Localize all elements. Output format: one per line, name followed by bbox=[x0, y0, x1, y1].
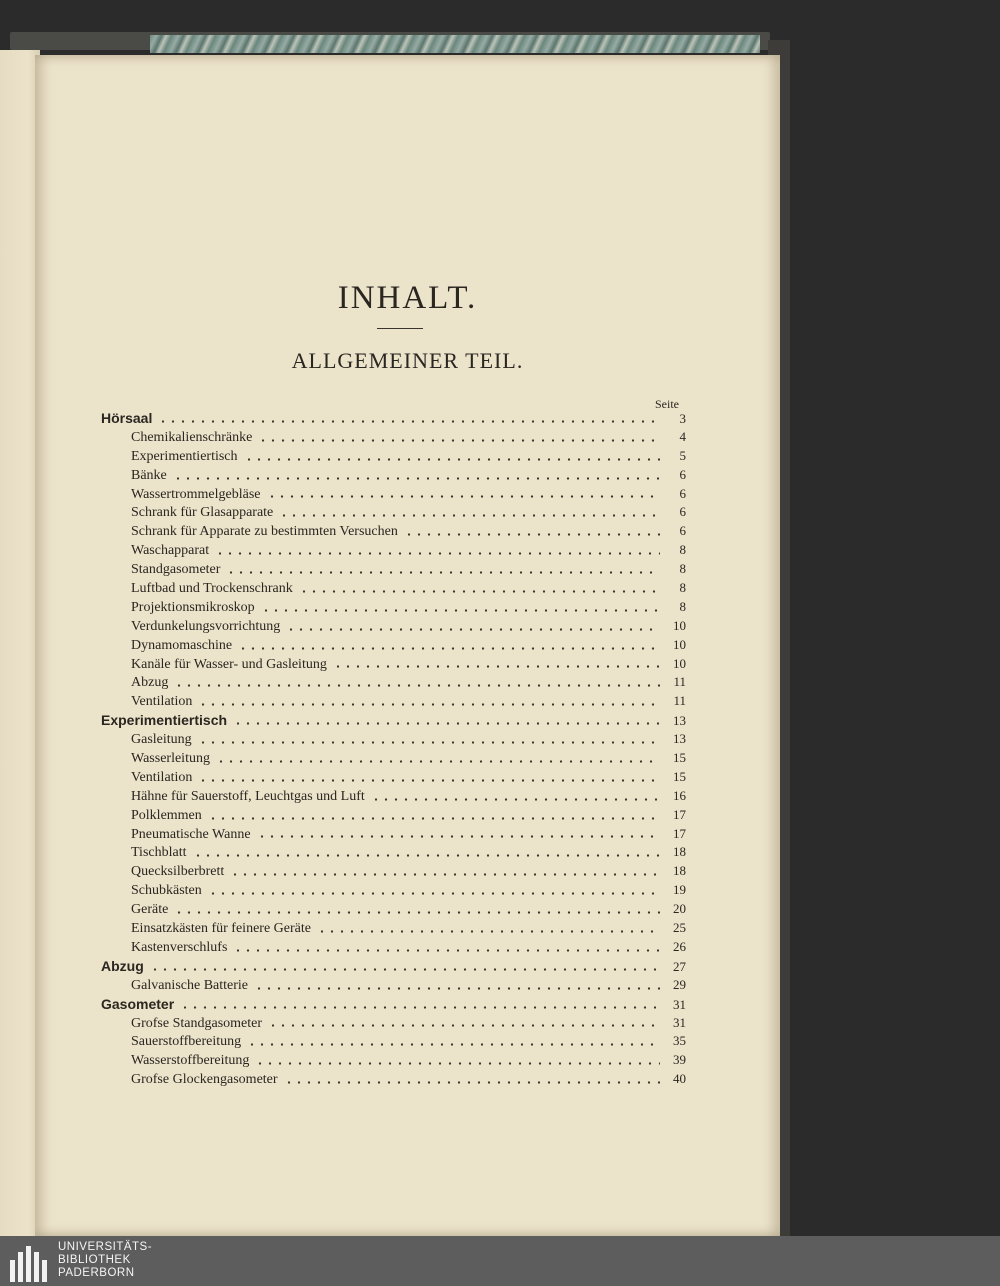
dot-leader bbox=[257, 835, 660, 838]
toc-section-entry bbox=[101, 995, 686, 1014]
toc-page-number: 20 bbox=[673, 901, 686, 917]
toc-page-number: 8 bbox=[679, 542, 686, 558]
dot-leader bbox=[233, 949, 660, 952]
toc-entry-label: Tischblatt bbox=[131, 845, 187, 861]
toc-entry-label: Hörsaal bbox=[101, 410, 153, 426]
toc-entry bbox=[101, 919, 686, 938]
toc-entry bbox=[101, 749, 686, 768]
dot-leader bbox=[255, 1062, 660, 1065]
dot-leader bbox=[193, 854, 661, 857]
dot-leader bbox=[317, 930, 660, 933]
dot-leader bbox=[198, 741, 660, 744]
toc-page-number: 8 bbox=[679, 598, 686, 614]
toc-page-number: 26 bbox=[673, 938, 686, 954]
toc-page-number: 18 bbox=[673, 863, 686, 879]
toc-page-number: 4 bbox=[679, 428, 686, 444]
dot-leader bbox=[371, 798, 660, 801]
toc-entry-label: Abzug bbox=[131, 675, 169, 691]
toc-entry-label: Experimentiertisch bbox=[101, 712, 228, 729]
toc-entry bbox=[101, 636, 686, 655]
toc-entry-label: Chemikalienschränke bbox=[131, 429, 253, 445]
toc-entry bbox=[101, 428, 686, 447]
toc-page-number: 6 bbox=[679, 504, 686, 520]
dot-leader bbox=[150, 968, 660, 971]
toc-entry-label: Hähne für Sauerstoff, Leuchtgas und Luft bbox=[131, 788, 365, 804]
toc-entry-label: Pneumatische Wanne bbox=[131, 826, 251, 842]
toc-entry-label: Einsatzkästen für feinere Geräte bbox=[131, 921, 311, 937]
toc-page-number: 15 bbox=[673, 768, 686, 784]
dot-leader bbox=[208, 892, 660, 895]
dot-leader bbox=[233, 722, 660, 725]
toc-page-number: 40 bbox=[673, 1071, 686, 1087]
toc-page-number: 10 bbox=[673, 636, 686, 652]
toc-entry-label: Standgasometer bbox=[131, 562, 221, 578]
toc-page-number: 8 bbox=[679, 561, 686, 577]
dot-leader bbox=[174, 684, 660, 687]
toc-entry bbox=[101, 673, 686, 692]
toc-page-number: 29 bbox=[673, 976, 686, 992]
dot-leader bbox=[333, 665, 660, 668]
toc-page-number: 35 bbox=[673, 1033, 686, 1049]
title-rule bbox=[377, 328, 423, 329]
library-footer bbox=[0, 1236, 1000, 1286]
toc-entry-label: Verdunkelungsvorrichtung bbox=[131, 618, 281, 634]
toc-page-number: 11 bbox=[673, 674, 686, 690]
toc-entry-label: Wasserleitung bbox=[131, 751, 210, 767]
facing-page-edge bbox=[0, 50, 40, 1236]
dot-leader bbox=[174, 911, 660, 914]
toc-page-number: 13 bbox=[673, 731, 686, 747]
toc-page-number: 31 bbox=[673, 996, 686, 1012]
toc-entry-label: Ventilation bbox=[131, 694, 193, 710]
toc-entry bbox=[101, 843, 686, 862]
toc-entry-label: Luftbad und Trockenschrank bbox=[131, 581, 293, 597]
toc-entry bbox=[101, 825, 686, 844]
toc-entry bbox=[101, 1032, 686, 1051]
toc-page-number: 5 bbox=[679, 447, 686, 463]
toc-entry bbox=[101, 447, 686, 466]
dot-leader bbox=[173, 477, 660, 480]
toc-entry bbox=[101, 598, 686, 617]
toc-entry-label: Schubkästen bbox=[131, 883, 202, 899]
toc-entry bbox=[101, 1051, 686, 1070]
logo-line-2: BIBLIOTHEK bbox=[58, 1254, 131, 1266]
toc-entry bbox=[101, 692, 686, 711]
dot-leader bbox=[247, 1043, 660, 1046]
logo-line-1: UNIVERSITÄTS- bbox=[58, 1241, 153, 1253]
toc-entry bbox=[101, 655, 686, 674]
dot-leader bbox=[254, 987, 660, 990]
logo-line-3: PADERBORN bbox=[58, 1267, 135, 1279]
toc-section-entry bbox=[101, 711, 686, 730]
toc-page-number: 6 bbox=[679, 485, 686, 501]
toc-entry bbox=[101, 466, 686, 485]
toc-page-number: 13 bbox=[673, 713, 686, 729]
toc-entry bbox=[101, 1014, 686, 1033]
toc-entry-label: Kanäle für Wasser- und Gasleitung bbox=[131, 656, 327, 672]
toc-entry bbox=[101, 1070, 686, 1089]
toc-page-number: 15 bbox=[673, 750, 686, 766]
page-column-label: Seite bbox=[655, 397, 679, 411]
toc-section-entry bbox=[101, 957, 686, 976]
toc-entry bbox=[101, 881, 686, 900]
toc-page-number: 27 bbox=[673, 958, 686, 974]
toc-entry-label: Grofse Glockengasometer bbox=[131, 1072, 278, 1088]
dot-leader bbox=[299, 590, 660, 593]
toc-entry-label: Wassertrommelgebläse bbox=[131, 486, 261, 502]
toc-entry-label: Galvanische Batterie bbox=[131, 977, 249, 993]
marbled-edge bbox=[150, 35, 760, 53]
dot-leader bbox=[238, 647, 660, 650]
dot-leader bbox=[286, 628, 660, 631]
toc-page-number: 39 bbox=[673, 1052, 686, 1068]
dot-leader bbox=[404, 533, 660, 536]
toc-entry-label: Schrank für Glasapparate bbox=[131, 505, 274, 521]
toc-entry bbox=[101, 938, 686, 957]
toc-entry bbox=[101, 541, 686, 560]
toc-page-number: 6 bbox=[679, 523, 686, 539]
dot-leader bbox=[267, 495, 661, 498]
toc-page-number: 31 bbox=[673, 1014, 686, 1030]
toc-entry-label: Kastenverschlufs bbox=[131, 939, 228, 955]
table-of-contents bbox=[101, 409, 686, 1089]
page-title: INHALT. bbox=[337, 280, 478, 316]
dot-leader bbox=[215, 552, 660, 555]
dot-leader bbox=[268, 1024, 660, 1027]
toc-entry bbox=[101, 787, 686, 806]
library-logo-text bbox=[58, 1241, 152, 1280]
toc-entry bbox=[101, 900, 686, 919]
toc-entry-label: Experimentiertisch bbox=[131, 448, 238, 464]
toc-entry-label: Projektionsmikroskop bbox=[131, 599, 255, 615]
dot-leader bbox=[279, 514, 660, 517]
toc-entry bbox=[101, 617, 686, 636]
toc-entry bbox=[101, 862, 686, 881]
toc-page-number: 17 bbox=[673, 825, 686, 841]
section-heading: ALLGEMEINER TEIL. bbox=[291, 348, 524, 373]
toc-entry-label: Dynamomaschine bbox=[131, 637, 233, 653]
library-logo-icon bbox=[10, 1242, 50, 1282]
toc-entry bbox=[101, 485, 686, 504]
toc-entry bbox=[101, 560, 686, 579]
toc-section-entry bbox=[101, 409, 686, 428]
toc-page-number: 19 bbox=[673, 882, 686, 898]
toc-entry-label: Sauerstoffbereitung bbox=[131, 1034, 242, 1050]
toc-page-number: 18 bbox=[673, 844, 686, 860]
dot-leader bbox=[230, 873, 660, 876]
toc-entry-label: Abzug bbox=[101, 957, 144, 974]
book-page bbox=[35, 55, 780, 1236]
toc-page-number: 16 bbox=[673, 787, 686, 803]
toc-entry bbox=[101, 503, 686, 522]
dot-leader bbox=[198, 703, 660, 706]
toc-entry-label: Gasometer bbox=[101, 995, 175, 1012]
dot-leader bbox=[244, 458, 660, 461]
toc-entry-label: Bänke bbox=[131, 467, 167, 483]
dot-leader bbox=[261, 609, 660, 612]
toc-entry bbox=[101, 976, 686, 995]
dot-leader bbox=[198, 779, 660, 782]
toc-entry-label: Polklemmen bbox=[131, 807, 202, 823]
toc-entry bbox=[101, 806, 686, 825]
dot-leader bbox=[208, 817, 660, 820]
dot-leader bbox=[158, 420, 660, 423]
toc-entry-label: Wasserstoffbereitung bbox=[131, 1053, 250, 1069]
toc-page-number: 11 bbox=[673, 693, 686, 709]
toc-entry bbox=[101, 730, 686, 749]
toc-entry-label: Waschapparat bbox=[131, 543, 210, 559]
dot-leader bbox=[180, 1006, 660, 1009]
dot-leader bbox=[258, 439, 660, 442]
dot-leader bbox=[226, 571, 660, 574]
toc-page-number: 10 bbox=[673, 617, 686, 633]
toc-page-number: 6 bbox=[679, 466, 686, 482]
toc-entry-label: Gasleitung bbox=[131, 732, 192, 748]
toc-entry-label: Grofse Standgasometer bbox=[131, 1015, 263, 1031]
toc-page-number: 25 bbox=[673, 920, 686, 936]
toc-entry bbox=[101, 768, 686, 787]
toc-page-number: 17 bbox=[673, 806, 686, 822]
toc-page-number: 3 bbox=[679, 411, 686, 426]
toc-entry-label: Quecksilberbrett bbox=[131, 864, 225, 880]
toc-entry bbox=[101, 579, 686, 598]
toc-page-number: 10 bbox=[673, 655, 686, 671]
toc-entry-label: Schrank für Apparate zu bestimmten Versuchen bbox=[131, 524, 398, 540]
toc-entry-label: Ventilation bbox=[131, 769, 193, 785]
toc-page-number: 8 bbox=[679, 580, 686, 596]
dot-leader bbox=[284, 1081, 660, 1084]
toc-entry bbox=[101, 522, 686, 541]
toc-entry-label: Geräte bbox=[131, 902, 169, 918]
dot-leader bbox=[216, 760, 660, 763]
